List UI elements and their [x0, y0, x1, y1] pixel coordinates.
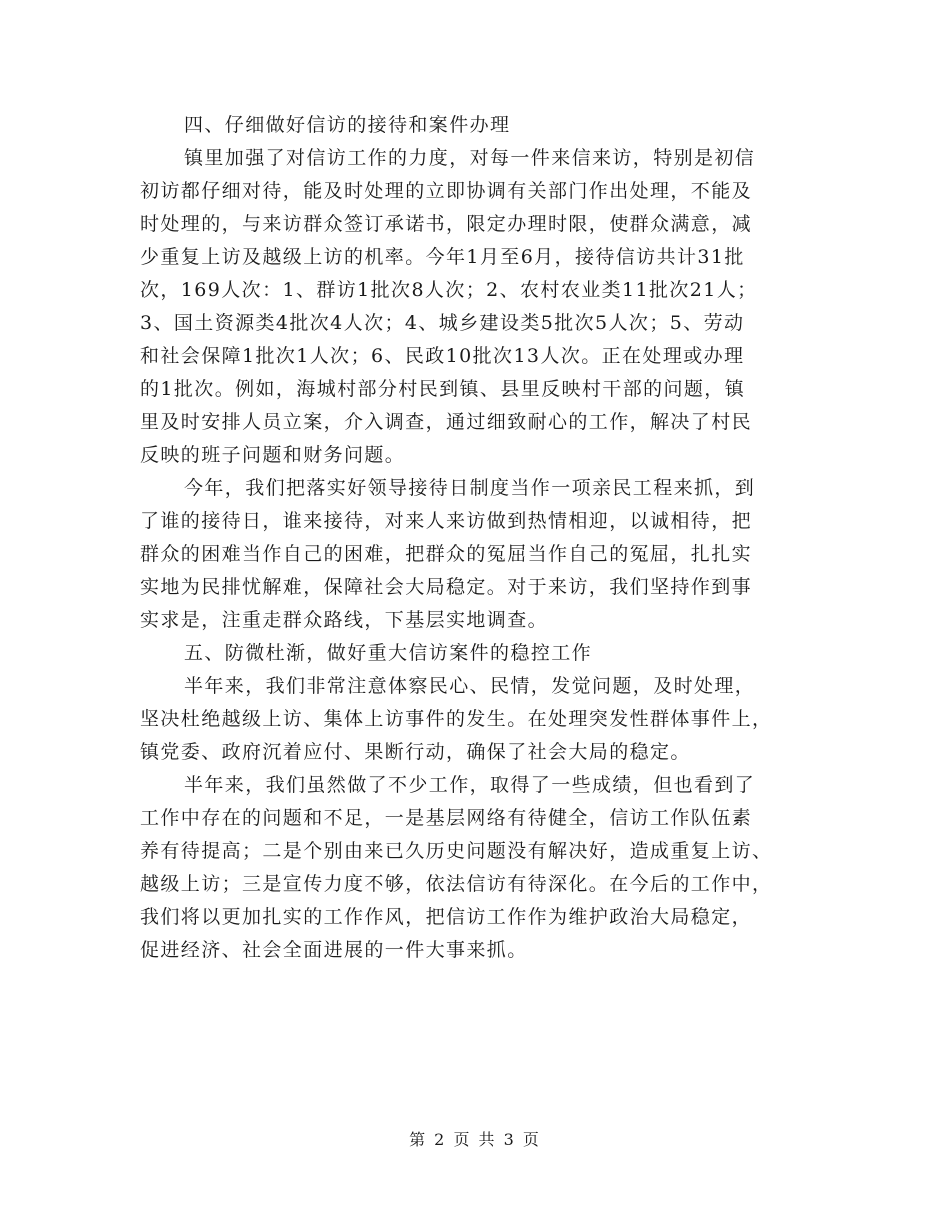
paragraph-line: 次，169人次：1、群访1批次8人次；2、农村农业类11批次21人；: [140, 279, 758, 301]
paragraph-line: 我们将以更加扎实的工作作风，把信访工作作为维护政治大局稳定，: [140, 906, 753, 928]
paragraph-line: 镇里加强了对信访工作的力度，对每一件来信来访，特别是初信: [184, 147, 756, 169]
paragraph-line: 工作中存在的问题和不足，一是基层网络有待健全，信访工作队伍素: [140, 807, 753, 829]
paragraph-line: 镇党委、政府沉着应付、果断行动，确保了社会大局的稳定。: [140, 741, 691, 763]
paragraph-line: 坚决杜绝越级上访、集体上访事件的发生。在处理突发性群体事件上，: [140, 708, 773, 730]
paragraph-line: 促进经济、社会全面进展的一件大事来抓。: [140, 939, 528, 961]
paragraph-line: 越级上访；三是宣传力度不够，依法信访有待深化。在今后的工作中，: [140, 873, 773, 895]
page-number-footer: 第 2 页 共 3 页: [409, 1130, 541, 1149]
paragraph-line: 实求是，注重走群众路线，下基层实地调查。: [140, 609, 549, 631]
paragraph-line: 实地为民排忧解难，保障社会大局稳定。对于来访，我们坚持作到事: [140, 576, 753, 598]
document-body: [140, 109, 804, 967]
paragraph-line: 半年来，我们非常注意体察民心、民情，发觉问题，及时处理，: [184, 675, 756, 697]
paragraph-line: 时处理的，与来访群众签订承诺书，限定办理时限，使群众满意，减: [140, 213, 753, 235]
section-heading: 四、仔细做好信访的接待和案件办理: [184, 114, 511, 136]
paragraph-line: 和社会保障1批次1人次；6、民政10批次13人次。正在处理或办理: [140, 345, 745, 367]
paragraph-line: 了谁的接待日，谁来接待，对来人来访做到热情相迎，以诚相待，把: [140, 510, 753, 532]
paragraph-line: 今年，我们把落实好领导接待日制度当作一项亲民工程来抓，到: [184, 477, 756, 499]
paragraph-line: 反映的班子问题和财务问题。: [140, 444, 406, 466]
section-heading: 五、防微杜渐，做好重大信访案件的稳控工作: [184, 642, 593, 664]
paragraph-line: 少重复上访及越级上访的机率。今年1月至6月，接待信访共计31批: [140, 246, 745, 268]
paragraph-line: 养有待提高；二是个别由来已久历史问题没有解决好，造成重复上访、: [140, 840, 773, 862]
paragraph-line: 半年来，我们虽然做了不少工作，取得了一些成绩，但也看到了: [184, 774, 756, 796]
paragraph-line: 群众的困难当作自己的困难，把群众的冤屈当作自己的冤屈，扎扎实: [140, 543, 753, 565]
paragraph-line: 里及时安排人员立案，介入调查，通过细致耐心的工作，解决了村民: [140, 411, 753, 433]
paragraph-line: 的1批次。例如，海城村部分村民到镇、县里反映村干部的问题，镇: [140, 378, 746, 400]
paragraph-line: 3、国土资源类4批次4人次；4、城乡建设类5批次5人次；5、劳动: [140, 312, 745, 334]
paragraph-line: 初访都仔细对待，能及时处理的立即协调有关部门作出处理，不能及: [140, 180, 753, 202]
